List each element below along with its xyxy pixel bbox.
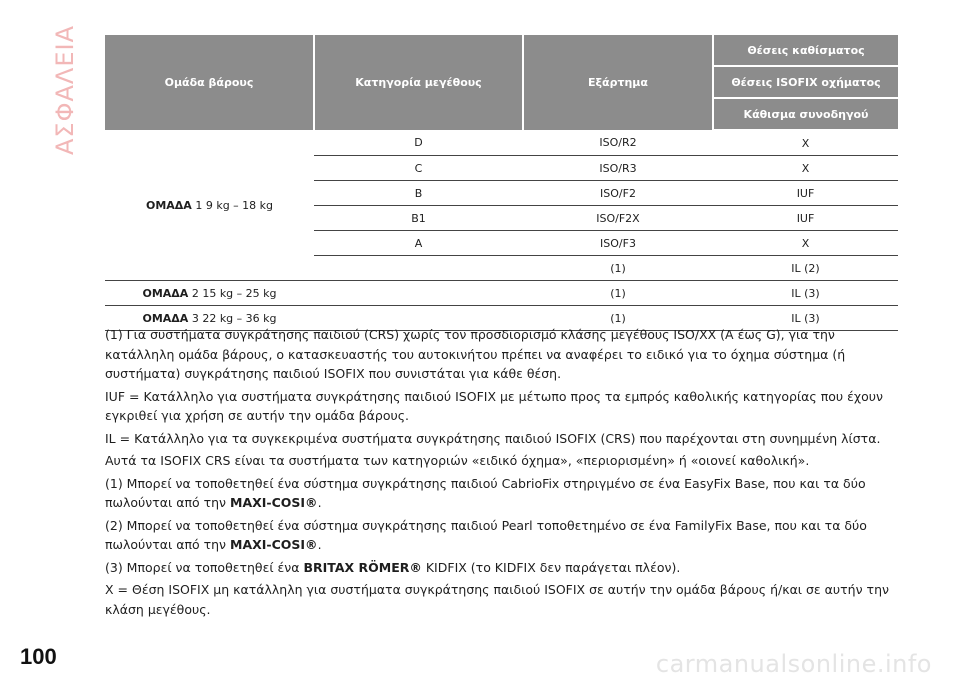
seat-cell: IL (3)	[713, 281, 898, 306]
seat-cell: IUF	[713, 206, 898, 231]
seat-cell: X	[713, 130, 898, 156]
header-seat-positions: Θέσεις καθίσματος	[713, 35, 898, 66]
table-body	[105, 130, 898, 331]
group1-range: 1 9 kg – 18 kg	[195, 198, 274, 212]
fixture-cell: (1)	[523, 256, 713, 281]
header-driver-seat: Κάθισμα συνοδηγού	[713, 98, 898, 130]
header-weight-group: Ομάδα βάρους	[105, 35, 314, 130]
group3-label: ΟΜΑΔΑ	[142, 311, 189, 325]
size-cell	[314, 281, 523, 306]
note-text: (1) Μπορεί να τοποθετηθεί ένα σύστημα συγκράτησης παιδιού CabrioFix στηριγμένο σε ένα EasyFix Base, που και τα δύο πωλούνται από την	[105, 475, 866, 510]
header-size-category: Κατηγορία μεγέθους	[314, 35, 523, 130]
size-cell: D	[314, 130, 523, 156]
fixture-cell: ISO/R2	[523, 130, 713, 156]
note-pearl	[105, 516, 898, 555]
size-cell: A	[314, 231, 523, 256]
section-title-text: ΑΣΦΑΛΕΙΑ	[51, 25, 79, 155]
size-cell	[314, 256, 523, 281]
seat-cell: IUF	[713, 181, 898, 206]
note-1: (1) Για συστήματα συγκράτησης παιδιού (CRS) χωρίς τον προσδιορισμό κλάσης μεγέθους ISO/XX (A έως G), για την κατάλληλη ομάδα βάρους, ο κατασκευαστής του αυτοκινήτου πρέπει να αναφέρει το ειδικό για το όχημα σύστημα (ή συστήματα) συγκράτησης παιδιού ISOFIX που συνιστάται για κάθε θέση.	[105, 327, 846, 381]
table-row	[105, 281, 898, 306]
size-cell: B	[314, 181, 523, 206]
table-header	[105, 35, 898, 130]
isofix-table	[105, 35, 898, 331]
size-cell: C	[314, 156, 523, 181]
size-cell: B1	[314, 206, 523, 231]
header-fixture: Εξάρτημα	[523, 35, 713, 130]
fixture-cell: ISO/R3	[523, 156, 713, 181]
group3-range: 3 22 kg – 36 kg	[191, 311, 277, 325]
fixture-cell: (1)	[523, 281, 713, 306]
brand-name: MAXI-COSI®	[230, 495, 318, 510]
note-iuf: IUF = Κατάλληλο για συστήματα συγκράτησης παιδιού ISOFIX με μέτωπο προς τα εμπρός καθολικής κατηγορίας που έχουν εγκριθεί για χρήση σε αυτήν την ομάδα βάρους.	[105, 388, 883, 423]
seat-cell: IL (3)	[713, 306, 898, 331]
note-text: KIDFIX (το KIDFIX δεν παράγεται πλέον).	[421, 559, 681, 575]
group2-range: 2 15 kg – 25 kg	[191, 286, 277, 300]
fixture-cell: ISO/F2	[523, 181, 713, 206]
group2-label: ΟΜΑΔΑ	[142, 286, 189, 300]
notes-section	[105, 325, 898, 622]
note-kidfix	[105, 558, 898, 578]
brand-name: BRITAX RÖMER®	[303, 559, 422, 575]
group1-cell	[105, 130, 314, 281]
section-title-vertical	[50, 25, 80, 155]
fixture-cell: (1)	[523, 306, 713, 331]
note-text: .	[317, 495, 322, 510]
watermark: carmanualsonline.info	[655, 650, 932, 678]
fixture-cell: ISO/F2X	[523, 206, 713, 231]
brand-name: MAXI-COSI®	[230, 537, 318, 552]
note-text: .	[317, 537, 322, 552]
group1-label: ΟΜΑΔΑ	[145, 198, 192, 212]
fixture-cell: ISO/F3	[523, 231, 713, 256]
table-row	[105, 130, 898, 156]
note-text: (2) Μπορεί να τοποθετηθεί ένα σύστημα συγκράτησης παιδιού Pearl τοποθετημένο σε ένα FamilyFix Base, που και τα δύο πωλούνται από την	[105, 517, 867, 552]
note-il: IL = Κατάλληλο για τα συγκεκριμένα συστήματα συγκράτησης παιδιού ISOFIX (CRS) που παρέχονται στη συνημμένη λίστα.	[105, 430, 881, 446]
group2-cell	[105, 281, 314, 306]
page-number: 100	[20, 644, 57, 669]
seat-cell: X	[713, 231, 898, 256]
note-isofix-crs: Αυτά τα ISOFIX CRS είναι τα συστήματα των κατηγοριών «ειδικό όχημα», «περιορισμένη» ή «οιονεί καθολική».	[105, 453, 810, 468]
note-cabriofix	[105, 474, 898, 513]
note-text: (3) Μπορεί να τοποθετηθεί ένα	[105, 559, 304, 575]
header-isofix-positions: Θέσεις ISOFIX οχήματος	[713, 66, 898, 98]
seat-cell: X	[713, 156, 898, 181]
note-x: X = Θέση ISOFIX μη κατάλληλη για συστήματα συγκράτησης παιδιού ISOFIX σε αυτήν την ομάδα βάρους ή/και σε αυτήν την κλάση μεγέθους.	[105, 582, 889, 617]
seat-cell: IL (2)	[713, 256, 898, 281]
